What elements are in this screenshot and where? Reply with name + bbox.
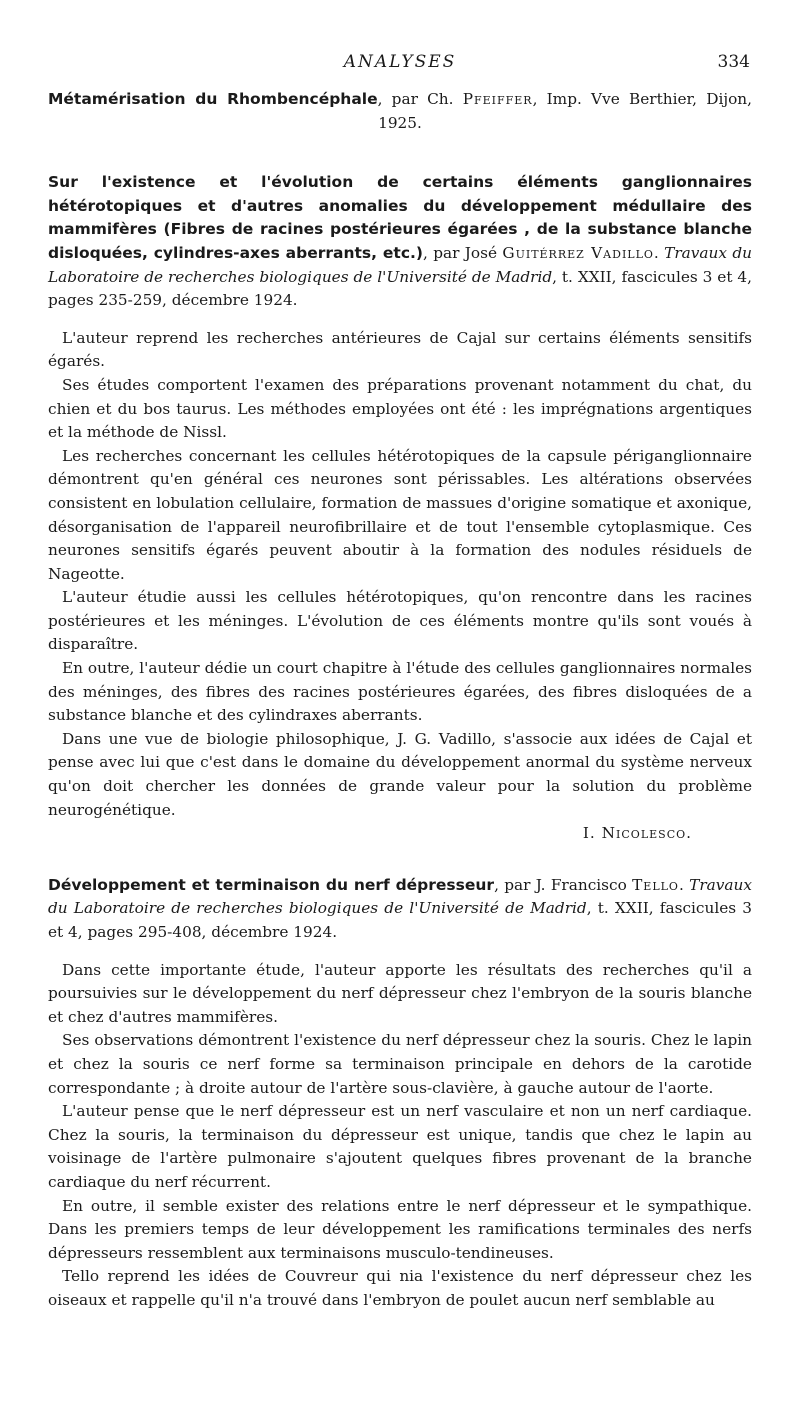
paragraph: Les recherches concernant les cellules hétérotopiques de la capsule périganglionnaire démontrent qu'en général ces neurones sont périssables. Les altérations observées consistent en lobulation cellulaire, formation de massues d'origine somatique et axonique, désorganisation de l'appareil neurofibrillaire et de tout l'ensemble cytoplasmique. Ces neurones sensitifs égarés peuvent aboutir à la formation des nodules résiduels de Nageotte.: [48, 446, 752, 583]
entry-elements-heterotopiques: [48, 171, 752, 846]
paragraph: En outre, l'auteur dédie un court chapitre à l'étude des cellules ganglionnaires normales des méninges, des fibres des racines postérieures égarées, des fibres disloquées de a substance blanche et des cylindraxes aberrants.: [48, 659, 752, 725]
entry-journal: Travaux du Laboratoire de recherches biologiques de l'Université de Madrid: [48, 243, 752, 286]
spacer: [48, 149, 752, 171]
entry-heading: Développement et terminaison du nerf dépresseur, par J. Francisco Tello. Travaux du Laboratoire de recherches biologiques de l'Université de Madrid, t. XXII, fascicules 3 et 4, pages 295-408, décembre 1924.: [48, 875, 753, 941]
page-content: [48, 88, 752, 1313]
entry-title: Sur l'existence et l'évolution de certains éléments ganglionnaires hétérotopiques et d'autres anomalies du développement médullaire des mammifères (Fibres de racines postérieures égarées , de la substance blanche disloquées, cylindres-axes aberrants, etc.): [48, 173, 752, 262]
page-number: 334: [717, 52, 750, 72]
entry-heading: Sur l'existence et l'évolution de certains éléments ganglionnaires hétérotopiques et d'autres anomalies du développement médullaire des mammifères (Fibres de racines postérieures égarées , de la substance blanche disloquées, cylindres-axes aberrants, etc.), par José Guitérrez Vadillo. Travaux du Laboratoire de recherches biologiques de l'Université de Madrid, t. XXII, fascicules 3 et 4, pages 235-259, décembre 1924.: [48, 173, 752, 310]
entry-journal: Travaux du Laboratoire de recherches biologiques de l'Université de Madrid: [48, 875, 753, 918]
entry-title: Développement et terminaison du nerf dépresseur: [48, 875, 495, 894]
paragraph: Dans une vue de biologie philosophique, J. G. Vadillo, s'associe aux idées de Cajal et pense avec lui que c'est dans le domaine du développement anormal du système nerveux qu'on doit chercher les données de grande valeur pour la solution du problème neurogénétique.: [48, 729, 752, 819]
spacer: [48, 846, 752, 874]
entry-separator: , par J. Francisco: [494, 875, 633, 894]
entry-publication: , Imp. Vve Berthier, Dijon, 1925.: [378, 90, 753, 132]
entry-title: Métamérisation du Rhombencéphale: [48, 90, 378, 108]
entry-details: , t. XXII, fascicules 3 et 4, pages 295-408, décembre 1924.: [48, 899, 753, 941]
paragraph: L'auteur reprend les recherches antérieures de Cajal sur certains éléments sensitifs égarés.: [48, 328, 752, 371]
paragraph: En outre, il semble exister des relations entre le nerf dépresseur et le sympathique. Dans les premiers temps de leur développement les ramifications terminales des nerfs dépresseurs ressemblent aux terminaisons musculo-tendineuses.: [48, 1196, 752, 1262]
entry-separator: , par Ch.: [377, 90, 463, 108]
entry-author: Pfeiffer: [462, 90, 533, 108]
running-title: ANALYSES: [343, 52, 457, 72]
entry-author: Guitérrez Vadillo: [502, 243, 654, 262]
paragraph: Tello reprend les idées de Couvreur qui nia l'existence du nerf dépresseur chez les oiseaux et rappelle qu'il n'a trouvé dans l'embryon de poulet aucun nerf semblable au: [48, 1267, 752, 1309]
running-head: [0, 52, 800, 76]
entry-rhombencephale: [48, 88, 752, 135]
signature: I. Nicolesco.: [582, 824, 692, 843]
paragraph: L'auteur pense que le nerf dépresseur est un nerf vasculaire et non un nerf cardiaque. Chez la souris, la terminaison du dépresseur est unique, tandis que chez le lapin au voisinage de l'artère pulmonaire s'ajoutent quelques fibres provenant de la branche cardiaque du nerf récurrent.: [48, 1102, 752, 1191]
paragraph: Ses observations démontrent l'existence du nerf dépresseur chez la souris. Chez le lapin et chez la souris ce nerf forme sa terminaison principale en dehors de la carotide correspondante ; à droite autour de l'artère sous-clavière, à gauche autour de l'aorte.: [48, 1031, 752, 1097]
entry-separator: , par José: [423, 243, 503, 262]
paragraph: Ses études comportent l'examen des préparations provenant notamment du chat, du chien et du bos taurus. Les méthodes employées ont été : les imprégnations argentiques et la méthode de Nissl.: [48, 375, 752, 442]
paragraph: L'auteur étudie aussi les cellules hétérotopiques, qu'on rencontre dans les racines postérieures et les méninges. L'évolution de ces éléments montre qu'ils sont voués à disparaître.: [48, 588, 752, 654]
entry-details: , t. XXII, fascicules 3 et 4, pages 235-259, décembre 1924.: [48, 267, 752, 310]
entry-author: Tello: [632, 875, 679, 894]
paragraph: Dans cette importante étude, l'auteur apporte les résultats des recherches qu'il a poursuivies sur le développement du nerf dépresseur chez l'embryon de la souris blanche et chez d'autres mammifères.: [48, 960, 752, 1026]
entry-heading: [48, 88, 752, 135]
entry-nerf-depresseur: [48, 874, 752, 1313]
